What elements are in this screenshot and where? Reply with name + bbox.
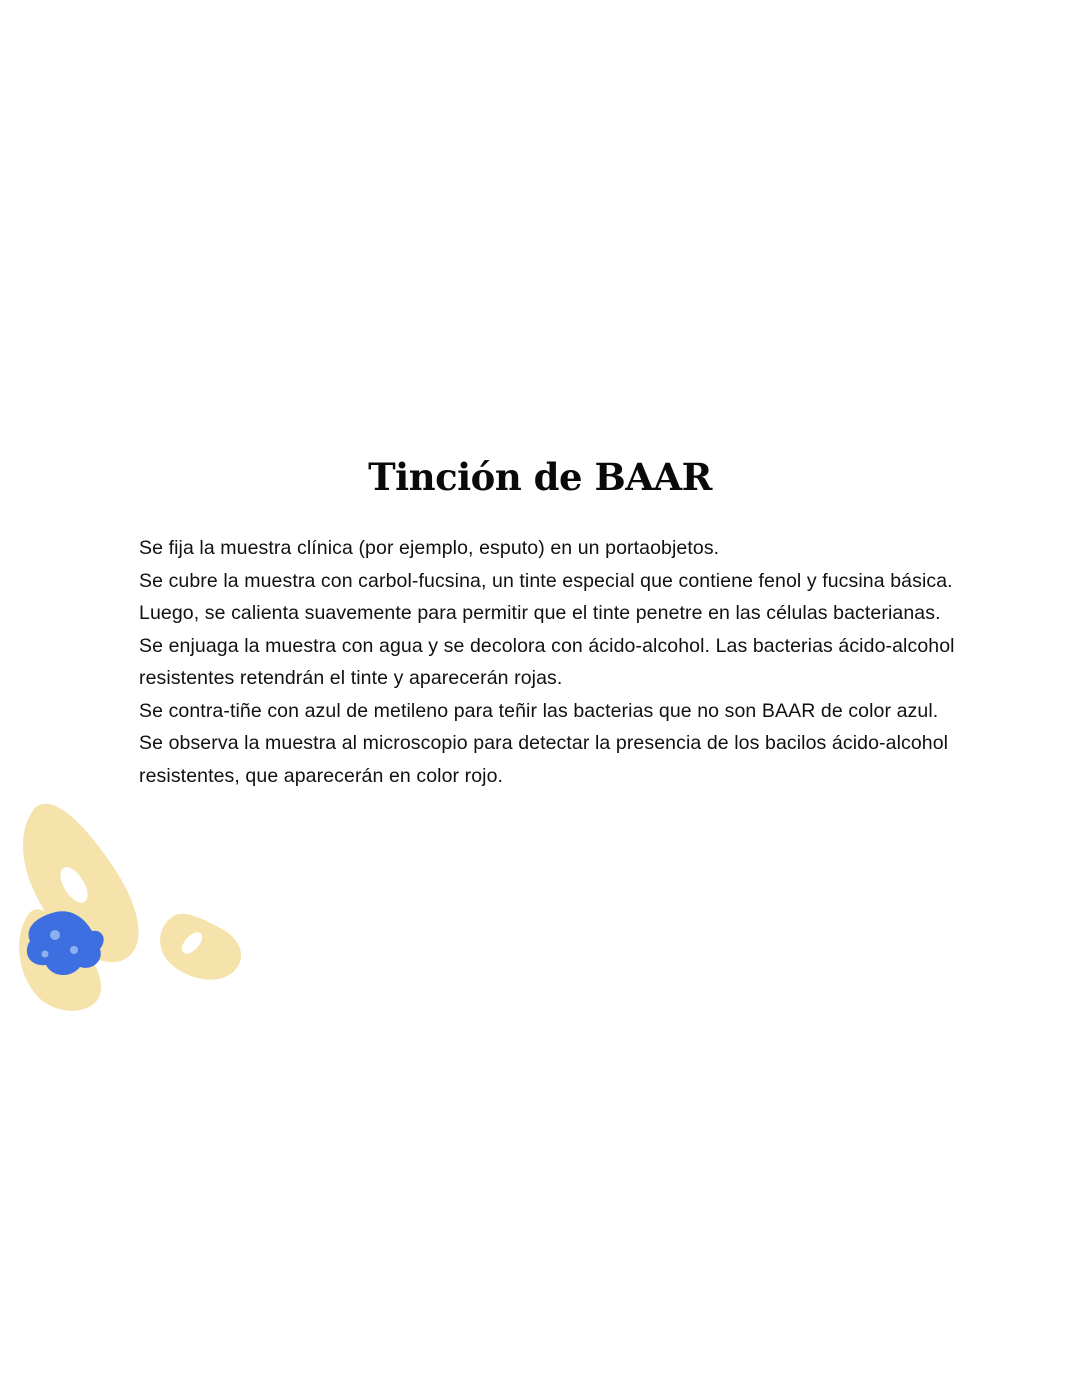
paragraph: Se enjuaga la muestra con agua y se decolora con ácido-alcohol. Las bacterias ácido-alcohol resistentes retendrán el tinte y aparecerán rojas. <box>139 634 955 689</box>
paragraph: Se cubre la muestra con carbol-fucsina, un tinte especial que contiene fenol y fucsina básica. Luego, se calienta suavemente para permitir que el tinte penetre en las células bacterianas. <box>139 569 953 624</box>
paragraph: Se observa la muestra al microscopio para detectar la presencia de los bacilos ácido-alcohol resistentes, que aparecerán en color rojo. <box>139 732 949 787</box>
paragraph: Se fija la muestra clínica (por ejemplo, esputo) en un portaobjetos. <box>139 537 720 559</box>
bacillus-large-icon <box>23 804 139 963</box>
bacteria-illustration <box>0 795 270 1025</box>
body-text <box>139 532 965 792</box>
page-title: Tinción de BAAR <box>368 455 712 499</box>
bacillus-tail-icon <box>19 909 101 1010</box>
stained-cell-icon <box>27 911 104 975</box>
bacillus-small-icon <box>160 914 241 980</box>
paragraph: Se contra-tiñe con azul de metileno para teñir las bacterias que no son BAAR de color azul. <box>139 699 939 722</box>
